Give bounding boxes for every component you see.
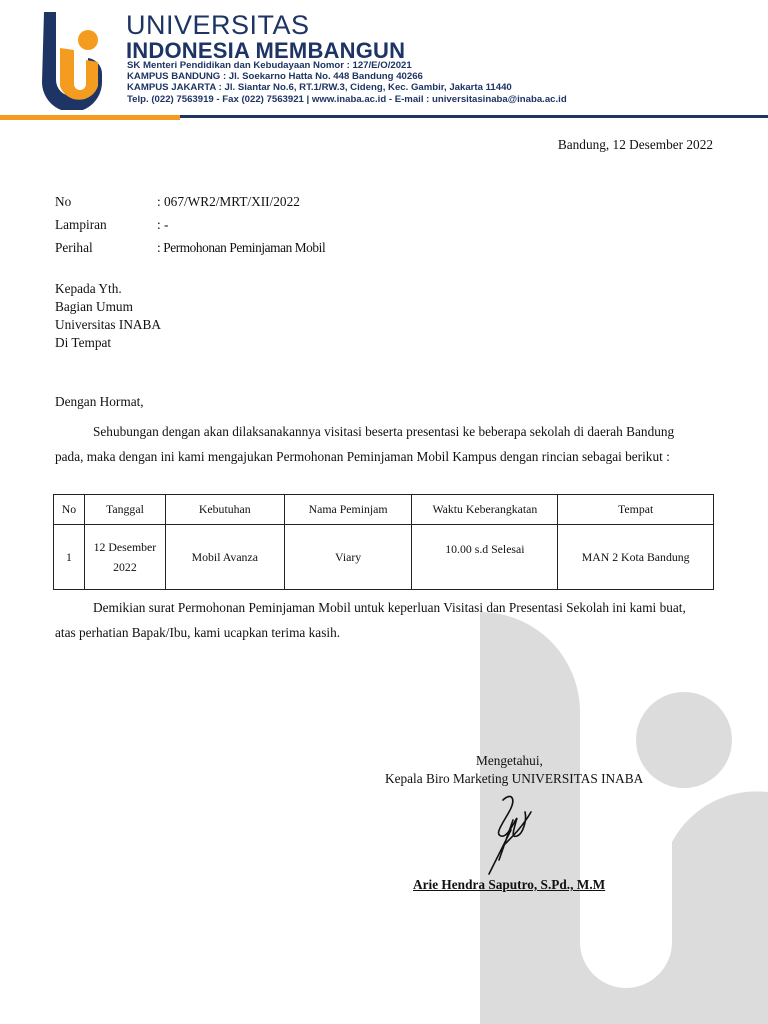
table-cell-tanggal: 12 Desember 2022 [84,525,165,590]
paragraph-1-line-1: Sehubungan dengan akan dilaksanakannya visitasi beserta presentasi ke beberapa sekolah di daerah Bandung [93,424,675,439]
table-header-row [54,495,714,525]
recipient-line: Kepada Yth. [55,281,122,296]
paragraph-2-line-2: atas perhatian Bapak/Ibu, kami ucapkan terima kasih. [55,625,341,640]
table-header-kebutuhan: Kebutuhan [165,495,284,525]
table-cell-waktu: 10.00 s.d Selesai [412,525,558,590]
closing-position: Kepala Biro Marketing UNIVERSITAS INABA [385,771,644,786]
table-header-nama-peminjam: Nama Peminjam [284,495,412,525]
table-row [54,525,714,590]
meta-value-no: : 067/WR2/MRT/XII/2022 [157,194,300,209]
signer-name: Arie Hendra Saputro, S.Pd., M.M [413,877,606,892]
greeting: Dengan Hormat, [55,394,144,409]
meta-value-perihal: : Permohonan Peminjaman Mobil [157,240,326,255]
signature-icon [483,790,543,880]
table-cell-tempat: MAN 2 Kota Bandung [558,525,714,590]
letter-date: Bandung, 12 Desember 2022 [557,137,713,152]
recipient-line: Universitas INABA [55,317,161,332]
request-table [53,494,714,590]
table-cell-kebutuhan: Mobil Avanza [165,525,284,590]
meta-label-no: No [55,194,72,209]
table-cell-nama-peminjam: Viary [284,525,412,590]
letterhead-info-line: SK Menteri Pendidikan dan Kebudayaan Nomor : 127/E/O/2021 [127,60,412,71]
meta-label-lampiran: Lampiran [55,217,107,232]
paragraph-1-line-2: pada, maka dengan ini kami mengajukan Permohonan Peminjaman Mobil Kampus dengan rincian sebagai berikut : [55,449,670,464]
letterhead-info-line: Telp. (022) 7563919 - Fax (022) 7563921 | www.inaba.ac.id - E-mail : universitasinaba@inaba.ac.id [127,93,567,105]
university-name [126,12,405,62]
paragraph-2-line-1: Demikian surat Permohonan Peminjaman Mobil untuk keperluan Visitasi dan Presentasi Sekolah ini kami buat, [93,600,686,615]
university-name-line2: INDONESIA MEMBANGUN [126,38,406,63]
table-header-no: No [54,495,85,525]
university-name-line1: UNIVERSITAS [126,10,310,40]
table-cell-no: 1 [54,525,85,590]
closing-acknowledged: Mengetahui, [476,753,543,768]
meta-label-perihal: Perihal [55,240,93,255]
header-divider-navy [180,115,768,118]
recipient-line: Di Tempat [55,335,112,350]
letterhead-info-line: KAMPUS BANDUNG : Jl. Soekarno Hatta No. 448 Bandung 40266 [127,71,423,83]
table-header-tanggal: Tanggal [84,495,165,525]
university-logo-icon [40,10,104,110]
meta-value-lampiran: : - [157,217,169,232]
table-header-tempat: Tempat [558,495,714,525]
recipient-line: Bagian Umum [55,299,133,314]
letterhead-info [127,60,567,105]
header-divider-orange [0,115,180,120]
letterhead-info-line: KAMPUS JAKARTA : Jl. Siantar No.6, RT.1/RW.3, Cideng, Kec. Gambir, Jakarta 11440 [127,82,512,94]
table-header-waktu: Waktu Keberangkatan [412,495,558,525]
